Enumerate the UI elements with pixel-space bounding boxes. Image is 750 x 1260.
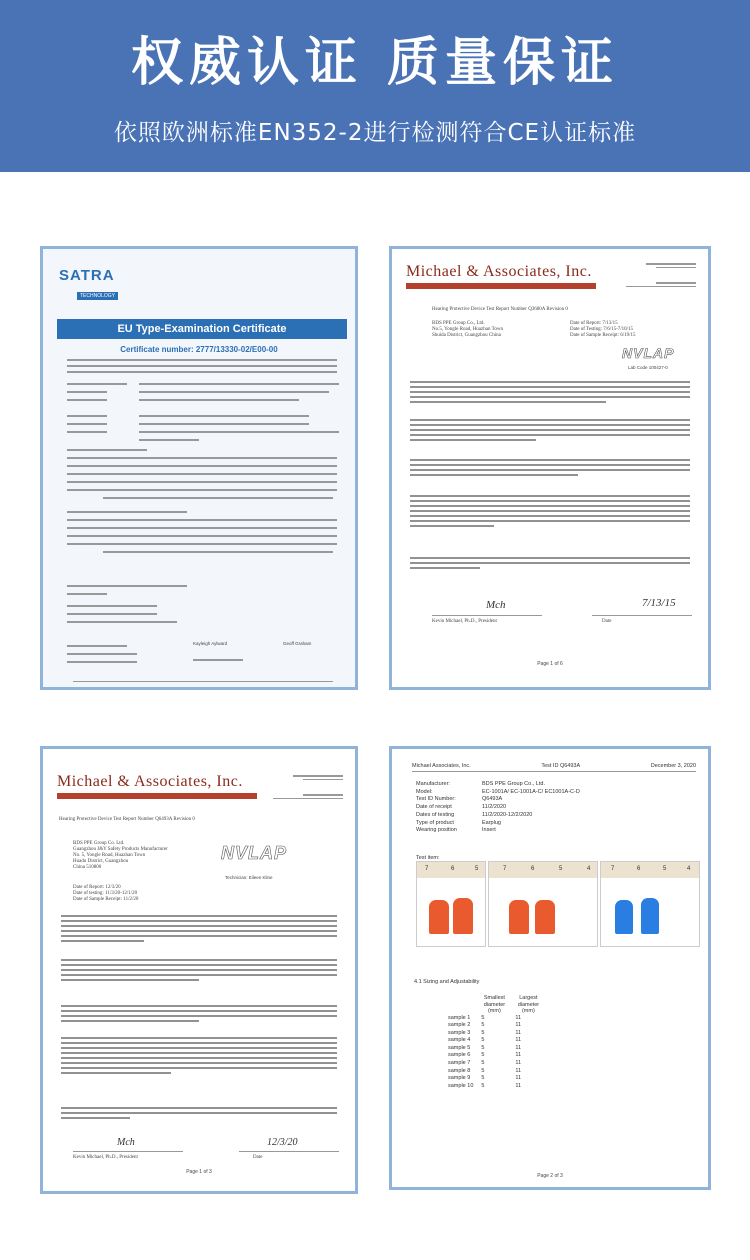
table-row: sample 1 5 11 [448,1014,522,1021]
ma-logo-text: Michael & Associates, Inc. [406,263,592,280]
certificate-title: EU Type-Examination Certificate [57,319,347,339]
signature: Mch [486,599,506,611]
ma-logo-text: Michael & Associates, Inc. [57,773,243,790]
banner-title: 权威认证 质量保证 [130,33,620,93]
sizing-table: Smallest diameter (mm) Largest diameter (mm) sample 1 5 11 sample 2 5 11 sample 3 5 11 sample 4 5 11 sample 5 5 11 sample 6 5 11 sample 7 5 11 sample 8 5 11 sample 9 5 11 sample 10 5 11 [444,995,545,1090]
banner-subtitle: 依照欧洲标准EN352-2进行检测符合CE认证标准 [113,120,637,146]
report-header: Michael Associates, Inc. Test ID Q6493A December 3, 2020 [412,763,696,772]
table-row: sample 3 5 11 [448,1029,522,1036]
section-title: 4.1 Sizing and Adjustability [414,979,480,985]
table-row: sample 6 5 11 [448,1052,522,1059]
table-row: sample 8 5 11 [448,1067,522,1074]
table-row: sample 4 5 11 [448,1037,522,1044]
earplug-photo-blue: 7 6 5 4 [600,861,700,947]
table-row: sample 9 5 11 [448,1075,522,1082]
earplug-photo-orange-corded: 7 6 5 4 [488,861,598,947]
table-row: sample 5 5 11 [448,1044,522,1051]
earplug-photo-orange: 7 6 5 [416,861,486,947]
satra-certificate-image: SATRA TECHNOLOGY EU Type-Examination Certificate Certificate number: 2777/13330-02/E00-00 Kayleigh Aylward Geoff Graham [40,246,358,690]
certificate-number: Certificate number: 2777/13330-02/E00-00 [120,345,278,354]
ma-report-q3680a-image: Michael & Associates, Inc. Hearing Protective Device Test Report Number Q3680A Revision 0 BDS PPE Group Co., Ltd. No.5, Yongle Road, Huazhan Town Shuida District, Guangzhou China Date of Report: 7/13/15 Date of Testing: 7/6/15-7/10/15 Date of Sample Receipt: 6/19/15 NVLAP Lab Code 100427-0 Mch 7/13/15 Kevin Michael, Ph.D., President Date Page 1 of 6 [389,246,711,690]
table-row: sample 10 5 11 [448,1082,522,1089]
ma-report-q6493a-image: Michael & Associates, Inc. Hearing Protective Device Test Report Number Q6493A Revision 0 BDS PPE Group Co. Ltd. Guangzhou J&Y Safety Products Manufacturer No. 5, Yongle Road, Huazhan Town Huadu District, Guangzhou China 510800 NVLAP Technician: Eileen Kline Date of Report: 12/3/20 Date of testing: 11/3/20-12/1/20 Date of Sample Receipt: 11/2/20 Mch 12/3/20 Kevin Michael, Ph.D., President Date Page 1 of 3 [40,746,358,1194]
table-row: sample 2 5 11 [448,1022,522,1029]
nvlap-logo: NVLAP [221,843,288,863]
nvlap-logo: NVLAP [622,345,675,361]
header-banner [0,0,750,172]
report-fields: Manufacturer: BDS PPE Group Co., Ltd. Model: EC-1001A/ EC-1001A-C/ EC1001A-C-D Test ID Number: Q6493A Date of receipt 11/2/2020 Dates of testing 11/2/2020-12/2/2020 Type of product Earplug Wearing position Insert [416,781,580,834]
ma-report-page2-image: Michael Associates, Inc. Test ID Q6493A December 3, 2020 Manufacturer: BDS PPE Group Co., Ltd. Model: EC-1001A/ EC-1001A-C/ EC1001A-C-D Test ID Number: Q6493A Date of receipt 11/2/2020 Dates of testing 11/2/2020-12/2/2020 Type of product Earplug Wearing position Insert Test item: 7 6 5 7 6 5 4 7 6 5 4 4.1 Sizing and Adjustability Smallest diameter (mm) Largest diameter (mm) sample 1 5 11 sample 2 5 11 sample 3 5 11 sample 4 5 11 sample 5 5 11 sample 6 5 11 sample 7 5 11 sample 8 5 11 sample 9 5 11 sample 10 5 11 Page 2 of 3 [389,746,711,1190]
table-row: sample 7 5 11 [448,1060,522,1067]
signature: Mch [117,1137,135,1148]
satra-logo: SATRA TECHNOLOGY [59,267,131,293]
